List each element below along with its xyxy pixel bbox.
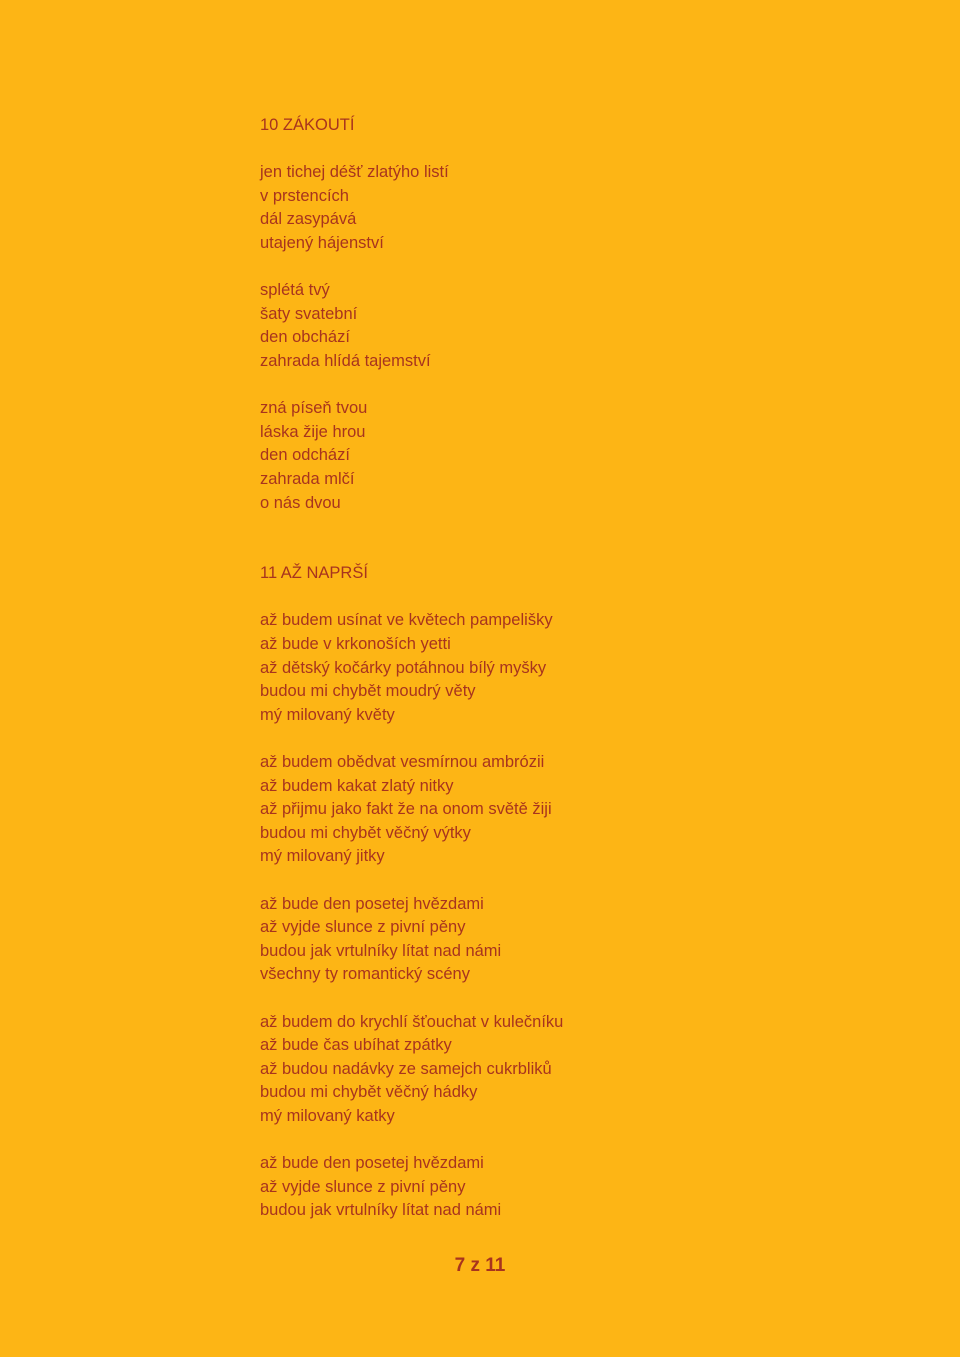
poem-line: až bude v krkonoších yetti [260, 635, 451, 654]
poem-stanza [260, 161, 563, 255]
poem-line: šaty svatební [260, 304, 358, 323]
poem-line: budou jak vrtulníky lítat nad námi [260, 941, 502, 960]
poem-line: splétá tvý [260, 281, 330, 300]
poem-stanza [260, 609, 563, 727]
poem-line: zahrada mlčí [260, 469, 355, 488]
poem-stanza [260, 279, 563, 373]
poem-line: mý milovaný květy [260, 705, 395, 724]
poem-line: mý milovaný jitky [260, 847, 385, 866]
poem-line: všechny ty romantický scény [260, 965, 470, 984]
poem-line: až bude den posetej hvězdami [260, 1154, 484, 1173]
poem-line: až bude den posetej hvězdami [260, 894, 484, 913]
poem-line: jen tichej déšť zlatýho listí [260, 163, 449, 182]
poem-stanza [260, 1011, 563, 1129]
section-spacer [260, 539, 563, 563]
poem-stanza [260, 397, 563, 515]
poem-line: až budou nadávky ze samejch cukrbliků [260, 1059, 552, 1078]
poem-line: až budem kakat zlatý nitky [260, 776, 454, 795]
poem-line: až vyjde slunce z pivní pěny [260, 1177, 466, 1196]
poem-line: až budem do krychlí šťouchat v kulečníku [260, 1012, 564, 1031]
poem-line: v prstencích [260, 186, 349, 205]
poem-line: až bude čas ubíhat zpátky [260, 1036, 452, 1055]
poem-line: den odchází [260, 446, 350, 465]
poem-title: 11 AŽ NAPRŠÍ [260, 564, 368, 583]
poem-line: láska žije hrou [260, 422, 366, 441]
poem-line: den obchází [260, 328, 350, 347]
poem-line: utajený hájenství [260, 233, 384, 252]
page-number: 7 z 11 [454, 1255, 506, 1276]
poem-line: až dětský kočárky potáhnou bílý myšky [260, 658, 547, 677]
poem-line: mý milovaný katky [260, 1106, 395, 1125]
poem-line: zahrada hlídá tajemství [260, 351, 431, 370]
poem-text-body [260, 114, 563, 1247]
poem-stanza [260, 751, 563, 869]
poem-title: 10 ZÁKOUTÍ [260, 116, 355, 134]
poem-line: až vyjde slunce z pivní pěny [260, 918, 466, 937]
poem-line: o nás dvou [260, 493, 341, 512]
poem-line: dál zasypává [260, 210, 357, 229]
poem-line: zná píseň tvou [260, 399, 368, 418]
poem-line: až přijmu jako fakt že na onom světě žiji [260, 800, 552, 819]
poem-line: budou mi chybět moudrý věty [260, 682, 476, 701]
poem-stanza [260, 893, 563, 987]
poem-line: budou mi chybět věčný výtky [260, 823, 471, 842]
poem-stanza [260, 1152, 563, 1223]
poem-line: budou jak vrtulníky lítat nad námi [260, 1201, 502, 1220]
poem-line: až budem usínat ve květech pampelišky [260, 611, 553, 630]
poem-line: budou mi chybět věčný hádky [260, 1083, 478, 1102]
poem-line: až budem obědvat vesmírnou ambrózii [260, 753, 545, 772]
